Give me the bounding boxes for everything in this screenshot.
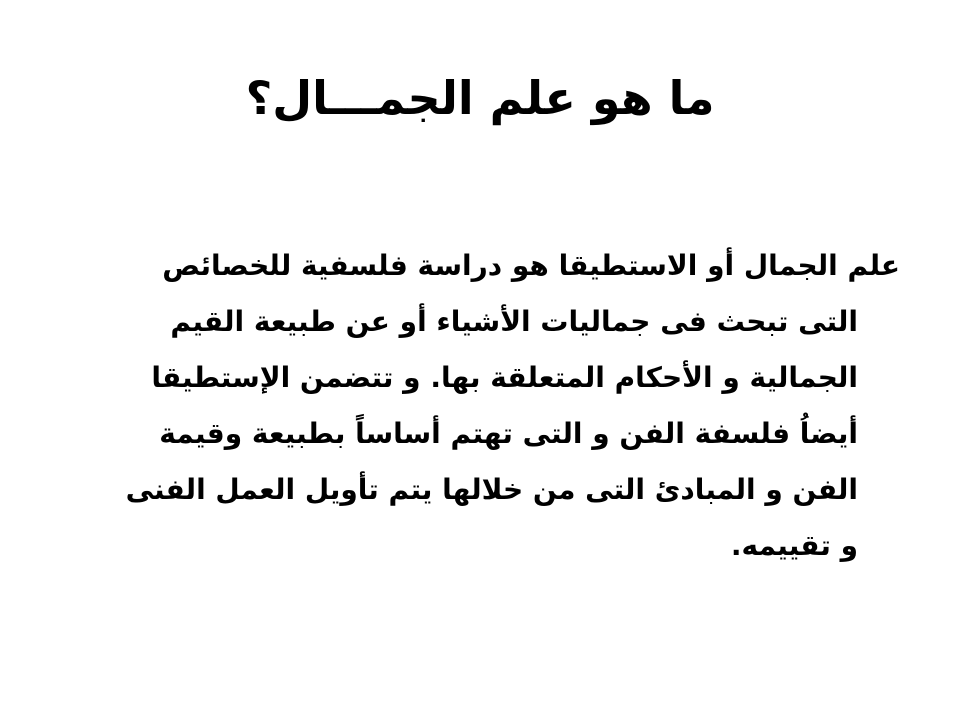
body-line-2: التى تبحث فى جماليات الأشياء أو عن طبيعة القيم	[170, 305, 858, 338]
slide-body	[60, 238, 900, 574]
body-line-3: الجمالية و الأحكام المتعلقة بها. و تتضمن الإستطيقا	[151, 361, 858, 394]
slide-title: ما هو علم الجمـــال؟	[245, 71, 715, 125]
body-line-6: و تقييمه.	[730, 529, 858, 562]
body-line-1: علم الجمال أو الاستطيقا هو دراسة فلسفية للخصائص	[162, 249, 900, 282]
body-line-4: أيضاُ فلسفة الفن و التى تهتم أساساً بطبيعة وقيمة	[159, 417, 858, 450]
body-line-5: الفن و المبادئ التى من خلالها يتم تأويل العمل الفنى	[125, 473, 858, 506]
